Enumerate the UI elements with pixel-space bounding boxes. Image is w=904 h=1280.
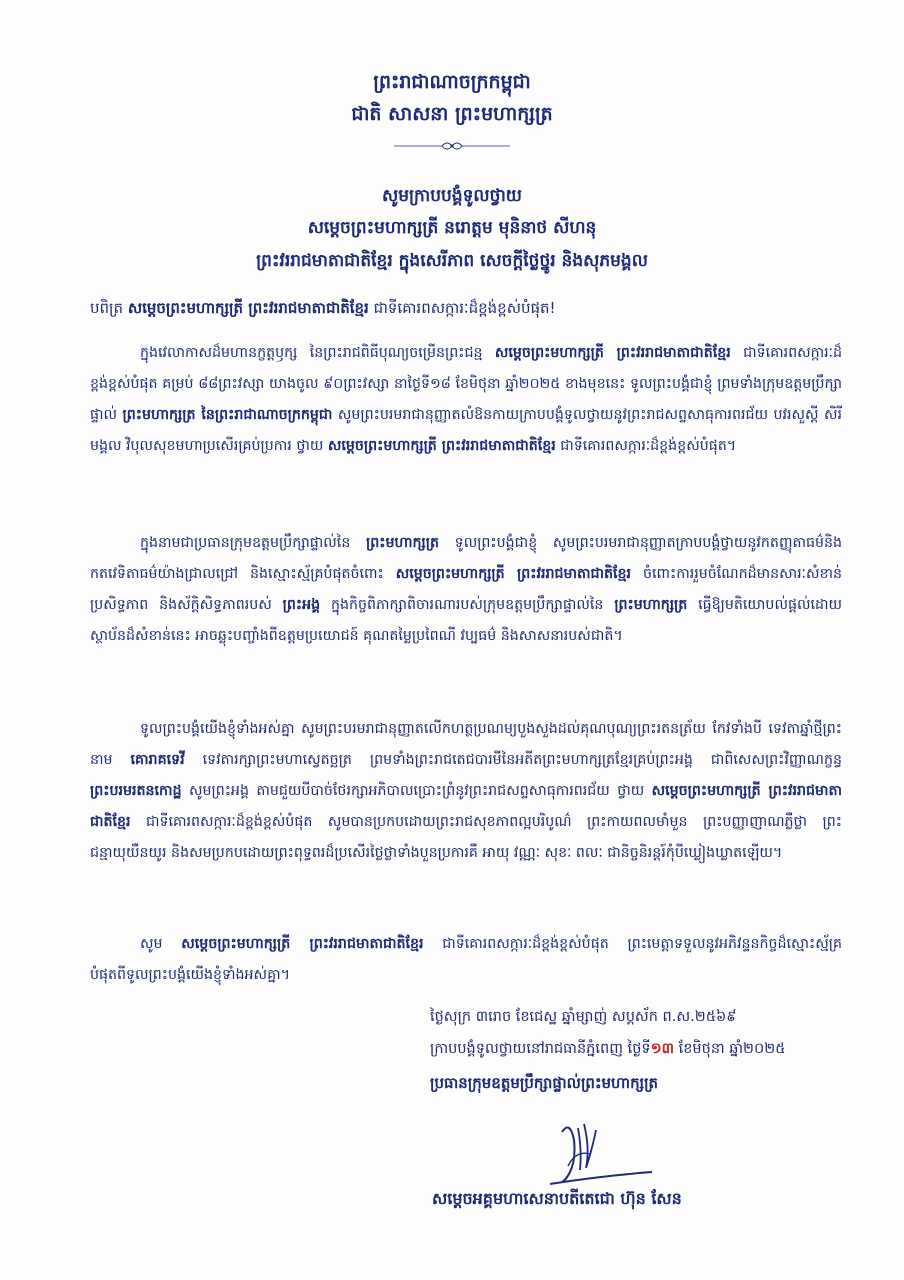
p4-text-a: សូម [140,936,182,952]
p2-bold-d: សម្តេចព្រះមហាក្សត្រី ព្រះវររាជមាតាជាតិខ្មែរ [395,566,632,582]
signer-title: ប្រធានក្រុមឧត្តមប្រឹក្សាផ្ទាល់ព្រះមហាក្សត្រ [430,1074,659,1092]
ornament-divider-icon [392,140,512,152]
p3-text-a: ទូលព្រះបង្គំយើងខ្ញុំទាំងអស់គ្នា សូមព្រះបរមរាជានុញ្ញាតលើកហត្ថប្រណម្យបួងសួងដល់គុណបុណ្យព្រះរតនត្រ័យ កែវទាំងបី ទេវតាឆ្នាំថ្មីព្រះនាម [90,721,842,768]
salutation-title: ព្រះវររាជមាតាជាតិខ្មែរ ក្នុងសេរីភាព សេចក្តីថ្លៃថ្នូរ និងសុភមង្គល [256,251,648,271]
p3-bold-d: ព្រះបរមរតនកោដ្ឋ [90,783,182,799]
paragraph-4 [90,929,842,991]
national-motto: ជាតិ សាសនា ព្រះមហាក្សត្រ [351,103,553,125]
date-suffix: ខែមិថុនា ឆ្នាំ២០២៥ [674,1041,786,1057]
salutation-line-1: សូមក្រាបបង្គំទូលថ្វាយ [382,186,522,206]
p2-text-i: ធ្វើឱ្យមតិយោបល់ផ្តល់ដោយស្ថាប័នដ៏សំខាន់នេះ អាចឆ្លុះបញ្ចាំងពីឧត្តមប្រយោជន៍ គុណតម្លៃប្រពៃណី វប្បធម៌ និងសាសនារបស់ជាតិ។ [90,597,842,644]
paragraph-2 [90,528,842,652]
place-and-date [430,1040,786,1061]
p1-bold-b: សម្តេចព្រះមហាក្សត្រី ព្រះវររាជមាតាជាតិខ្មែរ [494,345,731,361]
p2-text-e: ចំពោះការរួមចំណែកដ៏មានសារៈសំខាន់ ប្រសិទ្ធភាព និងស័ក្តិសិទ្ធភាពរបស់ [90,566,842,613]
address-suffix: ជាទីគោរពសក្ការៈដ៏ខ្ពង់ខ្ពស់បំផុត! [368,299,556,317]
salutation-recipient: សម្តេចព្រះមហាក្សត្រី នរោត្តម មុនិនាថ សីហនុ [307,218,597,238]
p2-bold-b: ព្រះមហាក្សត្រ [366,535,439,551]
p3-text-c: ទេវតារក្សាព្រះមហាស្វេតច្ឆត្រ ព្រមទាំងព្រះរាជតេជបារមីនៃអតីតព្រះមហាក្សត្រខ្មែរគ្រប់ព្រះអង្គ ជាពិសេសព្រះវិញ្ញាណក្ខន្ធ [184,752,842,768]
p3-bold-b: គោរាគទេវី [130,752,185,768]
p3-text-g: ជាទីគោរពសក្ការៈដ៏ខ្ពង់ខ្ពស់បំផុត សូមបានប្រកបដោយព្រះរាជសុខភាពល្អបរិបូណ៌ ព្រះកាយពលមាំមួន ព្រះបញ្ញាញាណភ្លឺថ្លា ព្រះជន្មាយុយឺនយូរ និងសមប្រកបដោយព្រះពុទ្ធពរដ៏ប្រសើរថ្លៃថ្លាទាំងបួនប្រការគឺ អាយុ វណ្ណៈ សុខៈ ពលៈ ជានិច្ចនិរន្តរ៍កុំបីឃ្លៀងឃ្លាតឡើយ។ [90,814,842,861]
date-prefix: ក្រាបបង្គំទូលថ្វាយនៅរាជធានីភ្នំពេញ ថ្ងៃទី [430,1041,651,1057]
p3-text-e: សូមព្រះអង្គ តាមជួយបីបាច់ថែរក្សាអភិបាលប្រោះព្រំនូវព្រះរាជសព្ទសាធុការពរជ័យ ថ្វាយ [181,783,652,799]
p1-text-a: ក្នុងវេលាកាសដ៏មហានក្ខត្តឫក្ស នៃព្រះរាជពិធីបុណ្យចម្រើនព្រះជន្ម [140,345,495,361]
p2-text-c: ទូលព្រះបង្គំជាខ្ញុំ សូមព្រះបរមរាជានុញ្ញាតក្រាបបង្គំថ្វាយនូវកតញ្ញុតាធម៌និងកតវេទិតាធម៌យ៉ាងជ្រាលជ្រៅ និងស្មោះស្ម័គ្របំផុតចំពោះ [90,535,842,582]
p2-text-a: ក្នុងនាមជាប្រធានក្រុមឧត្តមប្រឹក្សាផ្ទាល់នៃ [140,535,367,551]
p1-bold-d: ព្រះមហាក្សត្រ នៃព្រះរាជាណាចក្រកម្ពុជា [122,407,333,423]
address-line [90,296,850,320]
address-bold: សម្តេចព្រះមហាក្សត្រី ព្រះវររាជមាតាជាតិខ្មែរ [127,299,369,317]
p1-text-c: ជាទីគោរពសក្ការៈដ៏ខ្ពង់ខ្ពស់បំផុត គម្រប់ ៨៨ព្រះវស្សា យាងចូល ៩០ព្រះវស្សា នាថ្ងៃទី១៨ ខែមិថុនា ឆ្នាំ២០២៥ ខាងមុខនេះ ទូលព្រះបង្គំជាខ្ញុំ ព្រមទាំងក្រុមឧត្តមប្រឹក្សាផ្ទាល់ [90,345,843,423]
p3-bold-f: សម្តេចព្រះមហាក្សត្រី ព្រះវររាជមាតាជាតិខ្មែរ [90,783,842,830]
p4-bold-b: សម្តេចព្រះមហាក្សត្រី ព្រះវររាជមាតាជាតិខ្មែរ [181,936,424,952]
p1-bold-f: សម្តេចព្រះមហាក្សត្រី ព្រះវររាជមាតាជាតិខ្មែរ [327,438,556,454]
p2-bold-f: ព្រះអង្គ [282,597,321,613]
p2-bold-h: ព្រះមហាក្សត្រ [614,597,688,613]
handwritten-signature-icon [540,1110,660,1190]
p1-text-g: ជាទីគោរពសក្ការៈដ៏ខ្ពង់ខ្ពស់បំផុត។ [555,438,737,454]
kingdom-title: ព្រះរាជាណាចក្រកម្ពុជា [373,71,531,93]
p4-text-c: ជាទីគោរពសក្ការៈដ៏ខ្ពង់ខ្ពស់បំផុត ព្រះមេត្តាទទួលនូវអភិវន្ទនកិច្ចដ៏ស្មោះស្ម័គ្របំផុតពីទូលព្រះបង្គំយើងខ្ញុំទាំងអស់គ្នា។ [90,936,843,983]
paragraph-3 [90,714,842,869]
address-prefix: បពិត្រ [90,299,128,317]
paragraph-1 [90,338,842,462]
lunar-date: ថ្ងៃសុក្រ ៣រោច ខែជេស្ឋ ឆ្នាំម្សាញ់ សប្តស័ក ព.ស.២៥៦៩ [430,1009,737,1025]
signer-name: សម្តេចអគ្គមហាសេនាបតីតេជោ ហ៊ុន សែន [432,1189,682,1208]
p1-text-e: សូមព្រះបរមរាជានុញ្ញាតលំឱនកាយក្រាបបង្គំទូលថ្វាយនូវព្រះរាជសព្ទសាធុការពរជ័យ បវរសួស្តី សិរីមង្គល វិបុលសុខមហាប្រសើរគ្រប់ប្រការ ថ្វាយ [90,407,842,454]
date-day: ១៣ [650,1041,674,1057]
p2-text-g: ក្នុងកិច្ចពិភាក្សាពិចារណារបស់ក្រុមឧត្តមប្រឹក្សាផ្ទាល់នៃ [320,597,615,613]
